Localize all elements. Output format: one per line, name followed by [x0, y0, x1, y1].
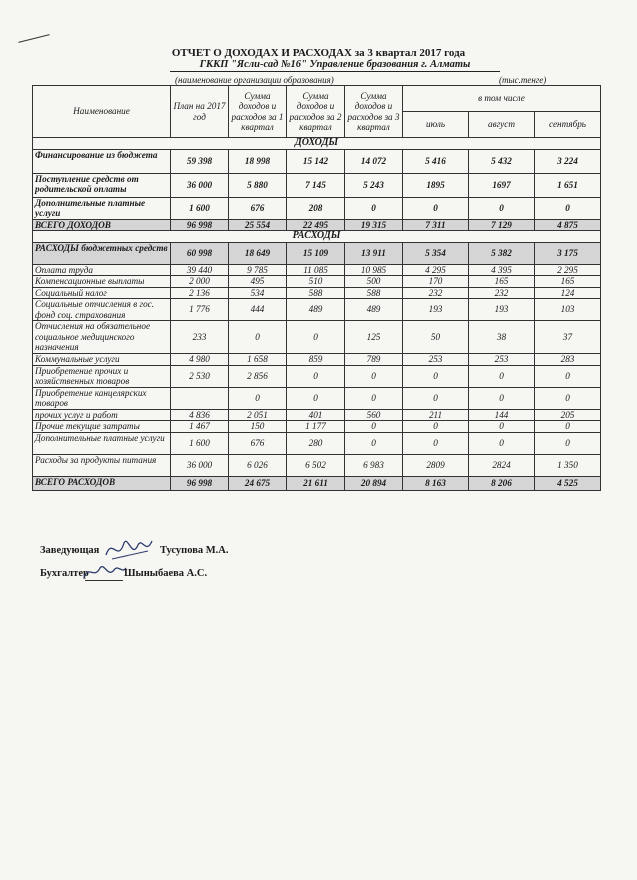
value-cell: 2 530 [171, 365, 229, 387]
value-cell: 0 [229, 321, 287, 354]
value-cell: 5 243 [345, 173, 403, 197]
row-label: Дополнительные платные услуги [33, 197, 171, 219]
value-cell: 7 145 [287, 173, 345, 197]
row-label: прочих услуг и работ [33, 409, 171, 421]
header-q3: Сумма доходов и расходов за 3 квартал [345, 86, 403, 138]
value-cell: 283 [535, 354, 601, 366]
value-cell: 500 [345, 276, 403, 288]
value-cell: 676 [229, 197, 287, 219]
value-cell: 253 [469, 354, 535, 366]
value-cell: 19 315 [345, 219, 403, 231]
value-cell: 103 [535, 299, 601, 321]
value-cell: 96 998 [171, 219, 229, 231]
value-cell: 0 [535, 421, 601, 433]
units-label: (тыс.тенге) [499, 75, 547, 85]
income-row [33, 173, 601, 197]
expense-total-row [33, 476, 601, 490]
value-cell: 7 129 [469, 219, 535, 231]
value-cell: 205 [535, 409, 601, 421]
value-cell: 2 856 [229, 365, 287, 387]
value-cell: 10 985 [345, 264, 403, 276]
value-cell: 0 [403, 432, 469, 454]
row-label: РАСХОДЫ бюджетных средств [33, 242, 171, 264]
value-cell: 15 109 [287, 242, 345, 264]
value-cell: 0 [287, 365, 345, 387]
header-plan: План на 2017 год [171, 86, 229, 138]
value-cell: 165 [469, 276, 535, 288]
value-cell: 193 [469, 299, 535, 321]
value-cell: 193 [403, 299, 469, 321]
value-cell: 0 [287, 387, 345, 409]
expense-row [33, 299, 601, 321]
value-cell: 38 [469, 321, 535, 354]
value-cell: 4 395 [469, 264, 535, 276]
value-cell: 0 [403, 365, 469, 387]
header-september: сентябрь [535, 112, 601, 138]
value-cell: 232 [469, 287, 535, 299]
value-cell: 59 398 [171, 149, 229, 173]
value-cell: 170 [403, 276, 469, 288]
organization-hint: (наименование организации образования) [175, 75, 334, 85]
header-july: июль [403, 112, 469, 138]
value-cell: 211 [403, 409, 469, 421]
value-cell: 9 785 [229, 264, 287, 276]
row-label: Дополнительные платные услуги [33, 432, 171, 454]
expense-row [33, 321, 601, 354]
row-label: Социальные отчисления в гос. фонд соц. страхования [33, 299, 171, 321]
value-cell: 789 [345, 354, 403, 366]
row-label: Прочие текущие затраты [33, 421, 171, 433]
value-cell: 6 983 [345, 454, 403, 476]
value-cell: 1 776 [171, 299, 229, 321]
value-cell: 1 467 [171, 421, 229, 433]
accountant-role: Бухгалтер [40, 568, 89, 579]
value-cell: 510 [287, 276, 345, 288]
value-cell: 0 [345, 365, 403, 387]
value-cell: 1 600 [171, 197, 229, 219]
value-cell: 15 142 [287, 149, 345, 173]
value-cell: 859 [287, 354, 345, 366]
value-cell: 6 026 [229, 454, 287, 476]
value-cell: 444 [229, 299, 287, 321]
value-cell: 4 980 [171, 354, 229, 366]
value-cell: 534 [229, 287, 287, 299]
row-label: Коммунальные услуги [33, 354, 171, 366]
value-cell: 0 [229, 387, 287, 409]
value-cell: 0 [403, 197, 469, 219]
header-q1: Сумма доходов и расходов за 1 квартал [229, 86, 287, 138]
value-cell: 36 000 [171, 454, 229, 476]
value-cell: 0 [345, 387, 403, 409]
value-cell: 8 163 [403, 476, 469, 490]
value-cell: 253 [403, 354, 469, 366]
value-cell: 1 651 [535, 173, 601, 197]
row-label: Поступление средств от родительской оплаты [33, 173, 171, 197]
value-cell: 0 [345, 197, 403, 219]
value-cell: 0 [469, 197, 535, 219]
row-label: Оплата труда [33, 264, 171, 276]
value-cell: 560 [345, 409, 403, 421]
value-cell: 18 649 [229, 242, 287, 264]
income-row [33, 197, 601, 219]
value-cell: 208 [287, 197, 345, 219]
signature-line [85, 580, 123, 581]
expense-row [33, 287, 601, 299]
value-cell: 588 [345, 287, 403, 299]
row-label: Социальный налог [33, 287, 171, 299]
value-cell: 0 [469, 421, 535, 433]
income-row [33, 149, 601, 173]
expense-row [33, 432, 601, 454]
value-cell: 37 [535, 321, 601, 354]
value-cell: 1 350 [535, 454, 601, 476]
value-cell: 401 [287, 409, 345, 421]
value-cell: 144 [469, 409, 535, 421]
value-cell: 150 [229, 421, 287, 433]
header-including: в том числе [403, 86, 601, 112]
value-cell: 676 [229, 432, 287, 454]
expense-row [33, 387, 601, 409]
header-august: август [469, 112, 535, 138]
value-cell: 8 206 [469, 476, 535, 490]
value-cell: 5 880 [229, 173, 287, 197]
value-cell: 3 175 [535, 242, 601, 264]
row-label: Приобретение прочих и хозяйственных товаров [33, 365, 171, 387]
value-cell: 0 [403, 421, 469, 433]
value-cell: 4 836 [171, 409, 229, 421]
value-cell [171, 387, 229, 409]
expense-section-header: РАСХОДЫ [33, 231, 601, 243]
row-label: Компенсационные выплаты [33, 276, 171, 288]
value-cell: 22 495 [287, 219, 345, 231]
expense-row [33, 365, 601, 387]
value-cell: 39 440 [171, 264, 229, 276]
value-cell: 18 998 [229, 149, 287, 173]
value-cell: 2 295 [535, 264, 601, 276]
header-q2: Сумма доходов и расходов за 2 квартал [287, 86, 345, 138]
value-cell: 489 [345, 299, 403, 321]
value-cell: 5 416 [403, 149, 469, 173]
expense-row [33, 409, 601, 421]
report-table [32, 85, 601, 491]
value-cell: 60 998 [171, 242, 229, 264]
value-cell: 233 [171, 321, 229, 354]
value-cell: 165 [535, 276, 601, 288]
income-section-header: ДОХОДЫ [33, 138, 601, 150]
value-cell: 6 502 [287, 454, 345, 476]
value-cell: 280 [287, 432, 345, 454]
accountant-name: Шыныбаева А.С. [124, 568, 208, 579]
expense-row [33, 242, 601, 264]
value-cell: 0 [345, 421, 403, 433]
value-cell: 0 [403, 387, 469, 409]
value-cell: 232 [403, 287, 469, 299]
row-label: Финансирование из бюджета [33, 149, 171, 173]
row-label: Отчисления на обязательное социальное медицинского назначения [33, 321, 171, 354]
value-cell: 588 [287, 287, 345, 299]
value-cell: 0 [469, 365, 535, 387]
value-cell: 2 136 [171, 287, 229, 299]
value-cell: 5 432 [469, 149, 535, 173]
value-cell: 4 525 [535, 476, 601, 490]
value-cell: 495 [229, 276, 287, 288]
value-cell: 1 177 [287, 421, 345, 433]
expense-row [33, 264, 601, 276]
value-cell: 5 354 [403, 242, 469, 264]
header-name: Наименование [33, 86, 171, 138]
value-cell: 0 [287, 321, 345, 354]
value-cell: 4 875 [535, 219, 601, 231]
value-cell: 5 382 [469, 242, 535, 264]
value-cell: 2 000 [171, 276, 229, 288]
value-cell: 14 072 [345, 149, 403, 173]
value-cell: 21 611 [287, 476, 345, 490]
report-title: ОТЧЕТ О ДОХОДАХ И РАСХОДАХ за 3 квартал 2017 года [171, 47, 466, 59]
value-cell: 1895 [403, 173, 469, 197]
value-cell: 96 998 [171, 476, 229, 490]
head-name: Тусупова М.А. [160, 545, 229, 556]
value-cell: 25 554 [229, 219, 287, 231]
row-label: ВСЕГО ДОХОДОВ [33, 219, 171, 231]
value-cell: 36 000 [171, 173, 229, 197]
value-cell: 13 911 [345, 242, 403, 264]
value-cell: 0 [469, 387, 535, 409]
row-label: Расходы за продукты питания [33, 454, 171, 476]
value-cell: 2824 [469, 454, 535, 476]
head-role: Заведующая [40, 545, 100, 556]
expense-row [33, 276, 601, 288]
value-cell: 2809 [403, 454, 469, 476]
value-cell: 50 [403, 321, 469, 354]
expense-row [33, 354, 601, 366]
value-cell: 489 [287, 299, 345, 321]
value-cell: 0 [535, 197, 601, 219]
value-cell: 1 600 [171, 432, 229, 454]
value-cell: 0 [345, 432, 403, 454]
value-cell: 11 085 [287, 264, 345, 276]
value-cell: 0 [535, 365, 601, 387]
value-cell: 1 658 [229, 354, 287, 366]
value-cell: 124 [535, 287, 601, 299]
value-cell: 4 295 [403, 264, 469, 276]
expense-row [33, 421, 601, 433]
value-cell: 2 051 [229, 409, 287, 421]
value-cell: 0 [469, 432, 535, 454]
organization-name: ГККП "Ясли-сад №16" Управление бразования г. Алматы [170, 59, 500, 72]
value-cell: 7 311 [403, 219, 469, 231]
value-cell: 3 224 [535, 149, 601, 173]
value-cell: 0 [535, 387, 601, 409]
income-total-row [33, 219, 601, 231]
expense-row [33, 454, 601, 476]
value-cell: 1697 [469, 173, 535, 197]
pen-stroke [18, 34, 49, 43]
value-cell: 0 [535, 432, 601, 454]
value-cell: 24 675 [229, 476, 287, 490]
value-cell: 20 894 [345, 476, 403, 490]
row-label: ВСЕГО РАСХОДОВ [33, 476, 171, 490]
value-cell: 125 [345, 321, 403, 354]
report-body [33, 138, 601, 491]
row-label: Приобретение канцелярских товаров [33, 387, 171, 409]
